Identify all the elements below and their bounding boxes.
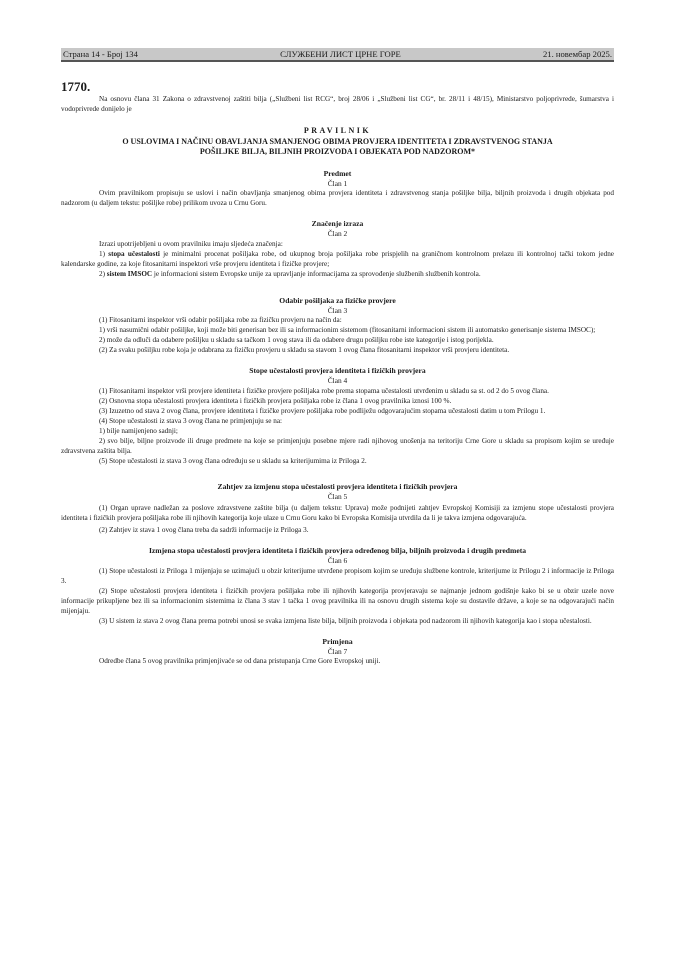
article-5-paragraph: (1) Organ uprave nadležan za poslove zdravstvene zaštite bilja (u daljem tekstu: Uprava) može podnijeti zahtjev Evropskoj Komisiji za izmjenu stope učestalosti provjera identiteta i fizičkih provjera pošiljaka robe ili njihovih kategorija koje ulaze u Crnu Goru kako bi Evropska Komisija utvrdila da li je takva izmjena odgovarajuća. — [61, 504, 614, 522]
article-3-paragraph: (1) Fitosanitarni inspektor vrši odabir pošiljaka robe za fizičku provjeru na način da: — [99, 316, 342, 324]
article-4-paragraph: (2) Osnovna stopa učestalosti provjera identiteta i fizičkih provjera pošiljaka robe iz člana 1 ovog pravilnika iznosi 100 %. — [99, 396, 452, 405]
article-4-heading: Stope učestalosti provjera identiteta i fizičkih provjera — [249, 366, 426, 375]
article-7-number: Član 7 — [327, 646, 348, 656]
article-6-heading: Izmjena stopa učestalosti provjera identiteta i fizičkih provjera određenog bilja, biljnih proizvoda i drugih predmeta — [148, 546, 527, 555]
article-4-paragraph: (4) Stope učestalosti iz stava 3 ovog člana ne primjenjuju se na: — [99, 416, 283, 425]
defined-term: sistem IMSOC — [106, 269, 153, 278]
article-2-item-1 — [61, 249, 614, 269]
article-6-paragraph: (2) Stope učestalosti provjera identiteta i fizičkih provjera pošiljaka robe ili njihovih kategorija provjeravaju se najmanje jednom godišnje kako bi se u obzir uzele nove informacije prikupljene bez ili sa informacionim sistemima iz člana 3 stav 1 tačka 1 ovog pravilnika ili na osnovu drugih sistema koje su dostavile države, a koje se na odgovarajući način mijenjaju. — [61, 586, 614, 615]
definition-text: je minimalni procenat pošiljaka robe, od ukupnog broja pošiljaka robe prispjelih na graničnom kontrolnom prelazu ili kontrolnoj tački tokom jedne kalendarske godine, za koje fitosanitarni inspektori vrše provjeru identiteta i fizičke provjere; — [61, 249, 614, 268]
article-6-paragraph: (1) Stope učestalosti iz Priloga 1 mijenjaju se uzimajući u obzir kriterijume utvrđene propisom kojim se uređuju službene kontrole, kriterijume iz Prilogu 2 i informacije iz Priloga 3. — [61, 566, 614, 585]
gazette-header-bar — [61, 48, 614, 62]
article-3-number: Član 3 — [327, 305, 348, 315]
act-number: 1770. — [61, 79, 91, 94]
preamble: Na osnovu člana 31 Zakona o zdravstvenoj zaštiti bilja („Službeni list RCG“, broj 28/06 i „Službeni list CG“, br. 28/11 i 48/15), Ministarstvo poljoprivrede, šumarstva i vodoprivrede donijelo je — [61, 95, 614, 113]
article-4-number: Član 4 — [327, 376, 348, 385]
document-title — [61, 126, 614, 158]
article-5-number: Član 5 — [327, 491, 348, 501]
item-number: 1) — [99, 249, 105, 258]
article-6-paragraph: (3) U sistem iz stava 2 ovog člana prema potrebi unosi se svaka izmjena liste bilja, biljnih proizvoda i objekata pod nadzorom ili njihovih kategorija kao i stopa učestalosti. — [99, 616, 592, 625]
item-number: 2) — [99, 269, 105, 278]
article-3-paragraph: 1) vrši nasumični odabir pošiljke, koji može biti generisan bez ili sa informacionim sistemom (fitosanitarni informacioni sistem ili automatsko generisanje sistema IMSOC); — [99, 326, 596, 334]
article-5-heading: Zahtjev za izmjenu stopa učestalosti provjera identiteta i fizičkih provjera — [217, 481, 458, 491]
article-7-paragraph: Odredbe člana 5 ovog pravilnika primjenjivaće se od dana pristupanja Crne Gore Evropskoj uniji. — [99, 657, 381, 665]
article-1-heading: Predmet — [323, 168, 352, 178]
title-line-2: O USLOVIMA I NAČINU OBAVLJANJA SMANJENOG OBIMA PROVJERA IDENTITETA I ZDRAVSTVENOG STANJA — [122, 136, 553, 146]
article-5-paragraph: (2) Zahtjev iz stava 1 ovog člana treba da sadrži informacije iz Priloga 3. — [99, 526, 309, 534]
article-4-paragraph: (1) Fitosanitarni inspektor vrši provjere identiteta i fizičke provjere pošiljaka robe prema stopama učestalosti utvrđenim u skladu sa st. od 2 do 5 ovog člana. — [99, 386, 549, 395]
article-2-number: Član 2 — [327, 229, 348, 238]
article-2-item-2 — [61, 269, 614, 279]
header-gazette-title: СЛУЖБЕНИ ЛИСТ ЦРНЕ ГОРЕ — [280, 49, 401, 59]
definition-text: je informacioni sistem Evropske unije za upravljanje informacijama za sprovođenje službenih službenih kontrola. — [152, 269, 481, 278]
article-4-paragraph: (3) Izuzetno od stava 2 ovog člana, provjere identiteta i fizičke provjere pošiljaka robe podliježu odgovarajućim stopama učestalosti datim u tom Prilogu 1. — [99, 406, 546, 415]
header-date: 21. новембар 2025. — [542, 49, 612, 59]
defined-term: stopa učestalosti — [108, 249, 160, 258]
article-4-paragraph: 2) svo bilje, biljne proizvode ili druge predmete na koje se primjenjuju posebne mjere radi njihovog unošenja na teritoriju Crne Gore u skladu sa propisom kojim se uređuje zdravstvena zaštita bilja. — [61, 436, 614, 455]
article-6-number: Član 6 — [327, 556, 348, 565]
article-1-number: Član 1 — [327, 178, 348, 188]
article-4-paragraph: 1) bilje namijenjeno sadnji; — [99, 426, 178, 435]
article-2-intro: Izrazi upotrijebljeni u ovom pravilniku imaju sljedeća značenja: — [99, 239, 283, 248]
title-pravilnik: PRAVILNIK — [303, 126, 372, 135]
article-3-paragraph: 2) može da odluči da odabere pošiljku u skladu sa tačkom 1 ovog stava ili da odabere drugu pošiljku robe iste kategorije i istog porijekla. — [99, 336, 494, 344]
article-2-heading: Značenje izraza — [311, 219, 364, 228]
article-1-paragraph: Ovim pravilnikom propisuju se uslovi i način obavljanja smanjenog obima provjera identiteta i zdravstvenog stanja pošiljke bilja, biljnih proizvoda i drugih objekata pod nadzorom (u daljem tekstu: pošiljke robe) prilikom uvoza u Crnu Goru. — [61, 189, 614, 207]
header-page-issue: Страна 14 - Број 134 — [63, 49, 138, 59]
article-7-heading: Primjena — [322, 636, 353, 646]
article-3-heading: Odabir pošiljaka za fizičke provjere — [279, 295, 396, 305]
article-4-paragraph: (5) Stope učestalosti iz stava 3 ovog člana određuju se u skladu sa kriterijumima iz Priloga 2. — [99, 456, 367, 465]
article-3-paragraph: (2) Za svaku pošiljku robe koja je odabrana za fizičku provjeru u skladu sa stavom 1 ovog člana fitosanitarni inspektor vrši provjeru identiteta. — [99, 346, 510, 354]
title-line-3: POŠILJKE BILJA, BILJNIH PROIZVODA I OBJEKATA POD NADZOROM* — [199, 147, 476, 156]
document-page — [61, 48, 614, 666]
